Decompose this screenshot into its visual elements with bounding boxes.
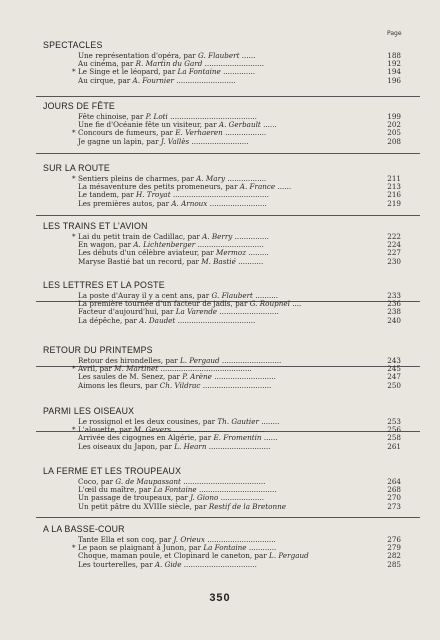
toc-entry: Coco, par G. de Maupassant .................................... 264	[78, 477, 401, 486]
toc-entry: Choque, maman poule, et Clopinard le caneton, par L. Pergaud 282	[78, 551, 401, 561]
toc-entry: Un passage de troupeaux, par J. Giono ................... 270	[78, 493, 401, 503]
toc-entry: L'œil du maître, par La Fontaine .................................. 268	[78, 485, 401, 495]
section-title: LA FERME ET LES TROUPEAUX	[43, 466, 182, 476]
toc-entry: Au cinéma, par R. Martin du Gard .......................... 192	[78, 59, 401, 69]
toc-entry: * Lai du petit train de Cadillac, par A. Berry ............... 222	[72, 232, 401, 241]
toc-entry: Je gagne un lapin, par J. Vallès ......................... 208	[78, 136, 401, 146]
toc-section-spectacles	[43, 40, 423, 85]
page-number: 268	[387, 485, 401, 495]
section-title: PARMI LES OISEAUX	[43, 406, 135, 416]
section-divider	[36, 517, 420, 518]
toc-entry: Les débuts d'un célèbre aviateur, par Mermoz ......... 227	[78, 248, 401, 258]
toc-entry: Les oiseaux du Japon, par L. Hearn ........................... 261	[78, 441, 401, 451]
page-number: 196	[387, 75, 401, 85]
toc-entry: * Concours de fumeurs, par E. Verhaeren .................. 205	[72, 128, 401, 138]
page-number: 211	[387, 174, 401, 183]
toc-section-ferme-troupeaux	[43, 466, 423, 511]
toc-entry: Une représentation d'opéra, par G. Flaubert ...... 188	[78, 51, 401, 60]
page-folio-number: 350	[209, 592, 231, 604]
toc-entry: Une fie d'Océanie fête un visiteur, par A. Gerbault ...... 202	[78, 120, 401, 130]
toc-section-retour-printemps	[43, 345, 423, 390]
section-divider	[36, 215, 420, 216]
page-number: 285	[387, 559, 401, 569]
page-number: 276	[387, 535, 401, 544]
page-column-label: Page	[387, 30, 402, 37]
toc-entry: * L'alouette, par M. Gevers ........................................ 256	[72, 425, 401, 435]
page-number: 192	[387, 59, 401, 69]
page-number: 202	[387, 120, 401, 130]
page-number: 224	[387, 240, 401, 250]
toc-entry: La première tournée d'un facteur de jadis, par G. Roupnel .... 236	[78, 299, 401, 309]
toc-entry: Au cirque, par A. Fournier .......................... 196	[78, 75, 401, 85]
toc-entry: La poste d'Auray il y a cent ans, par G. Flaubert .......... 233	[78, 291, 401, 300]
page-number: 245	[387, 364, 401, 374]
section-divider	[36, 153, 420, 154]
toc-entry: * Avril, par M. Martinet ........................................ 245	[72, 364, 401, 374]
toc-section-trains-avion	[43, 221, 423, 266]
page-number: 256	[387, 425, 401, 435]
page-number: 273	[387, 501, 401, 511]
toc-entry: Le tandem, par H. Troyat .......................................... 216	[78, 190, 401, 200]
page-number: 258	[387, 433, 401, 443]
page-number: 240	[387, 315, 401, 325]
page-number: 230	[387, 256, 401, 266]
section-title: LES LETTRES ET LA POSTE	[43, 280, 165, 290]
toc-entry: Les saules de M. Senez, par P. Arène ........................... 247	[78, 372, 401, 382]
toc-entry: Retour des hirondelles, par L. Pergaud .......................... 243	[78, 356, 401, 365]
page-number: 261	[387, 441, 401, 451]
toc-entry: Aimons les fleurs, par Ch. Vildrac .............................. 250	[78, 380, 401, 390]
page-number: 188	[387, 51, 401, 60]
toc-section-lettres-poste	[43, 280, 423, 325]
toc-entry: Arrivée des cigognes en Algérie, par E. Fromentin ...... 258	[78, 433, 401, 443]
toc-entry: Fête chinoise, par P. Loti ...................................... 199	[78, 112, 401, 121]
toc-entry: Tante Ella et son coq, par J. Orieux .............................. 276	[78, 535, 401, 544]
page-number: 279	[387, 543, 401, 553]
page-number: 219	[387, 198, 401, 208]
toc-section-sur-la-route	[43, 163, 423, 208]
toc-section-parmi-oiseaux	[43, 406, 423, 451]
section-divider	[36, 96, 420, 97]
page-number: 199	[387, 112, 401, 121]
toc-entry: Les premières autos, par A. Arnoux ......................... 219	[78, 198, 401, 208]
page-number: 236	[387, 299, 401, 309]
page-number: 247	[387, 372, 401, 382]
page-number: 233	[387, 291, 401, 300]
section-title: SPECTACLES	[43, 40, 103, 50]
page-number: 270	[387, 493, 401, 503]
toc-entry: Un petit pâtre du XVIIIe siècle, par Restif de la Bretonne 273	[78, 501, 401, 511]
page-number: 282	[387, 551, 401, 561]
page-number: 222	[387, 232, 401, 241]
toc-entry: Maryse Bastié bat un record, par M. Bastié ........... 230	[78, 256, 401, 266]
page-number: 216	[387, 190, 401, 200]
page-number: 227	[387, 248, 401, 258]
section-title: SUR LA ROUTE	[43, 163, 110, 173]
toc-entry: * Le paon se plaignant à Junon, par La Fontaine ............ 279	[72, 543, 401, 553]
section-title: A LA BASSE-COUR	[43, 524, 125, 534]
toc-entry: En wagon, par A. Lichtenberger ............................. 224	[78, 240, 401, 250]
page-number: 194	[387, 67, 401, 77]
section-title: LES TRAINS ET L'AVION	[43, 221, 148, 231]
toc-entry: Facteur d'aujourd'hui, par La Varende .......................... 238	[78, 307, 401, 317]
page-number: 208	[387, 136, 401, 146]
page-number: 205	[387, 128, 401, 138]
page-number: 243	[387, 356, 401, 365]
page-number: 213	[387, 182, 401, 192]
toc-entry: * Sentiers pleins de charmes, par A. Mary ................. 211	[72, 174, 401, 183]
section-title: RETOUR DU PRINTEMPS	[43, 345, 153, 355]
section-title: JOURS DE FÊTE	[43, 101, 116, 111]
page-number: 238	[387, 307, 401, 317]
toc-entry: La dépêche, par A. Daudet .................................. 240	[78, 315, 401, 325]
toc-section-basse-cour	[43, 524, 423, 569]
toc-entry: La mésaventure des petits promeneurs, par A. France ...... 213	[78, 182, 401, 192]
toc-entry: Les tourterelles, par A. Gide ................................ 285	[78, 559, 401, 569]
toc-entry: * Le Singe et le léopard, par La Fontaine .............. 194	[72, 67, 401, 77]
toc-section-jours-de-fete	[43, 101, 423, 146]
page-number: 250	[387, 380, 401, 390]
toc-entry: Le rossignol et les deux cousines, par Th. Gautier ........ 253	[78, 417, 401, 426]
page-number: 264	[387, 477, 401, 486]
page-number: 253	[387, 417, 401, 426]
